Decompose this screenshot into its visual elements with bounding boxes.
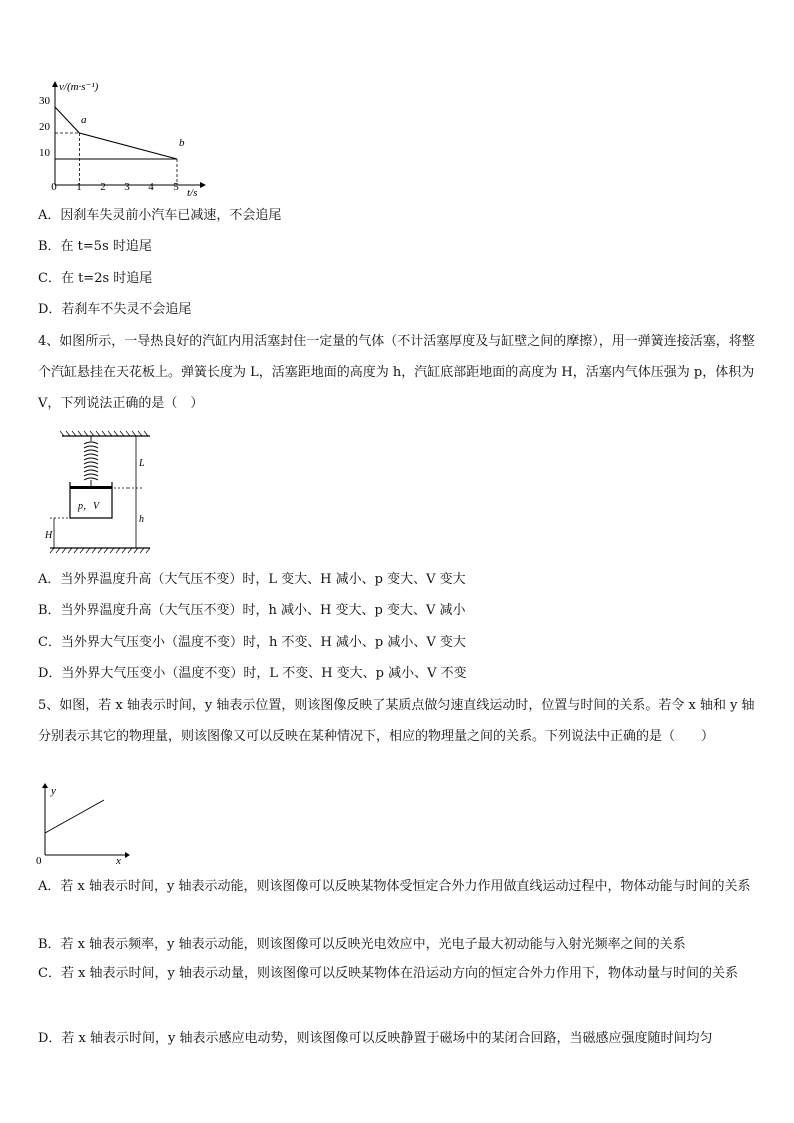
q5-stem: 5、如图，若 x 轴表示时间，y 轴表示位置，则该图像反映了某质点做匀速直线运动时，位置与时间的关系。若令 x 轴和 y 轴分别表示其它的物理量，则该图像又可以反映在某种情况下，相应的物理量之间的关系。下列说法中正确的是（ ） bbox=[38, 698, 755, 744]
q3-option-c: C．在 t=2s 时追尾 bbox=[38, 271, 153, 286]
q5-option-a: A．若 x 轴表示时间，y 轴表示动能，则该图像可以反映某物体受恒定合外力作用做直线运动过程中，物体动能与时间的关系 bbox=[38, 879, 751, 894]
point-b-label: b bbox=[179, 137, 185, 149]
y-axis-label: y bbox=[51, 785, 56, 797]
x-tick-1: 1 bbox=[76, 181, 82, 193]
q4-option-a: A．当外界温度升高（大气压不变）时，L 变大、H 减小、p 变大、V 变大 bbox=[38, 572, 466, 587]
q4-option-d: D．当外界大气压变小（温度不变）时，L 不变、H 变大、p 减小、V 不变 bbox=[38, 666, 467, 681]
q3-option-b: B．在 t=5s 时追尾 bbox=[38, 239, 152, 254]
y-tick-20: 20 bbox=[39, 121, 50, 133]
x-tick-5: 5 bbox=[173, 181, 179, 193]
q3-option-d: D．若刹车不失灵不会追尾 bbox=[38, 302, 192, 317]
piston bbox=[70, 486, 112, 489]
linear-graph-figure bbox=[30, 780, 130, 865]
spring bbox=[84, 436, 98, 486]
q4-option-c: C．当外界大气压变小（温度不变）时，h 不变、H 减小、p 减小、V 变大 bbox=[38, 635, 466, 650]
cylinder-spring-figure bbox=[40, 430, 160, 555]
q5-option-d: D．若 x 轴表示时间，y 轴表示感应电动势，则该图像可以反映静置于磁场中的某闭合回路，当磁感应强度随时间均匀 bbox=[38, 1031, 713, 1046]
vt-y-axis-label: v/(m·s⁻¹) bbox=[59, 81, 99, 93]
vt-series bbox=[55, 107, 177, 185]
vt-line-decelerating bbox=[55, 107, 177, 159]
label-h: h bbox=[139, 514, 144, 525]
label-H: H bbox=[45, 530, 53, 541]
q3-option-a: A．因刹车失灵前小汽车已减速，不会追尾 bbox=[38, 208, 282, 223]
ceiling bbox=[60, 431, 150, 436]
ground bbox=[50, 548, 150, 553]
x-tick-3: 3 bbox=[124, 181, 130, 193]
q4-stem: 4、如图所示，一导热良好的汽缸内用活塞封住一定量的气体（不计活塞厚度及与缸壁之间的摩擦），用一弹簧连接活塞，将整个汽缸悬挂在天花板上。弹簧长度为 L，活塞距地面的高度为 h，汽缸底部距地面的高度为 H，活塞内气体压强为 p，体积为 V，下列说法正确的是（ ） bbox=[38, 334, 755, 411]
graph-line bbox=[45, 800, 104, 833]
label-L: L bbox=[139, 458, 145, 469]
velocity-time-graph bbox=[28, 75, 213, 200]
origin-label: 0 bbox=[36, 855, 42, 865]
q5-option-c: C．若 x 轴表示时间，y 轴表示动量，则该图像可以反映某物体在沿运动方向的恒定合外力作用下，物体动量与时间的关系 bbox=[38, 966, 739, 981]
q4-option-b: B．当外界温度升高（大气压不变）时，h 减小、H 变大、p 变大、V 减小 bbox=[38, 603, 466, 618]
y-tick-10: 10 bbox=[39, 147, 50, 159]
vt-axes bbox=[52, 81, 206, 188]
point-a-label: a bbox=[81, 114, 87, 126]
y-tick-30: 30 bbox=[39, 95, 50, 107]
q5-option-b: B．若 x 轴表示频率，y 轴表示动能，则该图像可以反映光电效应中，光电子最大初动能与入射光频率之间的关系 bbox=[38, 937, 686, 952]
x-tick-0: 0 bbox=[51, 181, 57, 193]
x-axis-label: x bbox=[116, 855, 121, 865]
dimension-lines bbox=[50, 436, 144, 548]
vt-x-axis-label: t/s bbox=[187, 187, 198, 199]
x-tick-2: 2 bbox=[100, 181, 106, 193]
gas-label: p，V bbox=[78, 501, 100, 512]
x-tick-4: 4 bbox=[148, 181, 154, 193]
